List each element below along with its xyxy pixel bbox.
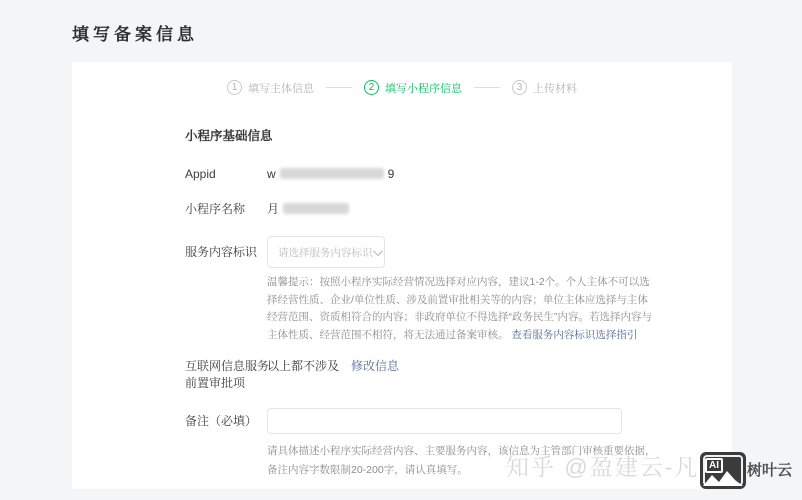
remark-row xyxy=(185,408,732,434)
appid-label: Appid xyxy=(185,167,216,181)
mp-name-redacted-blur xyxy=(283,203,349,214)
service-tag-guide-link[interactable]: 查看服务内容标识选择指引 xyxy=(511,328,638,341)
service-tag-label: 服务内容标识 xyxy=(185,244,258,259)
step-upload-materials[interactable] xyxy=(512,80,577,96)
step-1-circle: 1 xyxy=(227,80,242,95)
service-tag-select[interactable] xyxy=(267,236,385,268)
page-title: 填写备案信息 xyxy=(72,25,198,44)
preapproval-value-text: 以上都不涉及 xyxy=(267,359,340,373)
appid-redacted-blur xyxy=(280,168,384,179)
zhihu-watermark: 知乎 @盈建云-凡 xyxy=(506,454,700,480)
hint-line: 经营范围、资质相符合的内容；非政府单位不得选择“政务民生”内容。若选择内容与 xyxy=(267,311,652,323)
hint-line: 择经营性质、企业/单位性质、涉及前置审批相关等的内容；单位主体应选择与主体 xyxy=(267,293,648,306)
preapproval-row xyxy=(185,358,732,392)
step-3-label: 上传材料 xyxy=(533,82,577,95)
preapproval-label-line2: 前置审批项 xyxy=(185,376,246,390)
service-tag-row xyxy=(185,236,732,268)
service-tag-placeholder: 请选择服务内容标识 xyxy=(278,246,373,259)
mp-name-label: 小程序名称 xyxy=(185,202,246,216)
ai-label: AI xyxy=(705,458,723,473)
remark-label: 备注（必填） xyxy=(185,413,258,428)
step-3-circle: 3 xyxy=(512,80,527,95)
step-1-label: 填写主体信息 xyxy=(248,82,314,95)
step-2-label: 填写小程序信息 xyxy=(385,82,462,95)
chevron-down-icon xyxy=(372,246,382,256)
hint-line: 备注内容字数限制20-200字，请认真填写。 xyxy=(267,464,468,476)
hint-line-text: 主体性质、经营范围不相符，将无法通过备案审核。 xyxy=(267,328,509,341)
mp-name-value xyxy=(267,201,353,218)
preapproval-value xyxy=(267,358,399,392)
mp-name-row xyxy=(185,201,732,218)
appid-value-suffix: 9 xyxy=(387,167,395,181)
step-fill-subject-info[interactable] xyxy=(227,80,314,96)
step-connector xyxy=(474,87,500,88)
appid-value xyxy=(267,166,394,183)
filing-form-card xyxy=(72,62,732,489)
mp-name-value-prefix: 月 xyxy=(267,202,280,216)
preapproval-label xyxy=(185,358,270,392)
step-fill-miniprogram-info[interactable] xyxy=(364,80,462,96)
hint-line xyxy=(267,327,732,345)
hint-line: 温馨提示：按照小程序实际经营情况选择对应内容，建议1-2个。个人主体不可以选 xyxy=(267,276,650,288)
service-tag-hint xyxy=(267,274,732,344)
brand-watermark: 树叶云 xyxy=(747,462,793,479)
appid-value-prefix: w xyxy=(267,167,276,181)
stepper xyxy=(72,62,732,96)
miniprogram-basic-info-form xyxy=(185,126,732,480)
hint-line: 请具体描述小程序实际经营内容、主要服务内容，该信息为主管部门审核重要依据， xyxy=(267,445,656,457)
step-connector xyxy=(326,87,352,88)
appid-row xyxy=(185,166,732,183)
remark-input[interactable] xyxy=(267,408,622,434)
section-title: 小程序基础信息 xyxy=(185,129,273,143)
step-2-circle: 2 xyxy=(364,80,379,95)
preapproval-modify-link[interactable]: 修改信息 xyxy=(351,359,400,373)
ai-image-badge-icon xyxy=(700,452,746,489)
preapproval-label-line1: 互联网信息服务 xyxy=(185,359,270,373)
